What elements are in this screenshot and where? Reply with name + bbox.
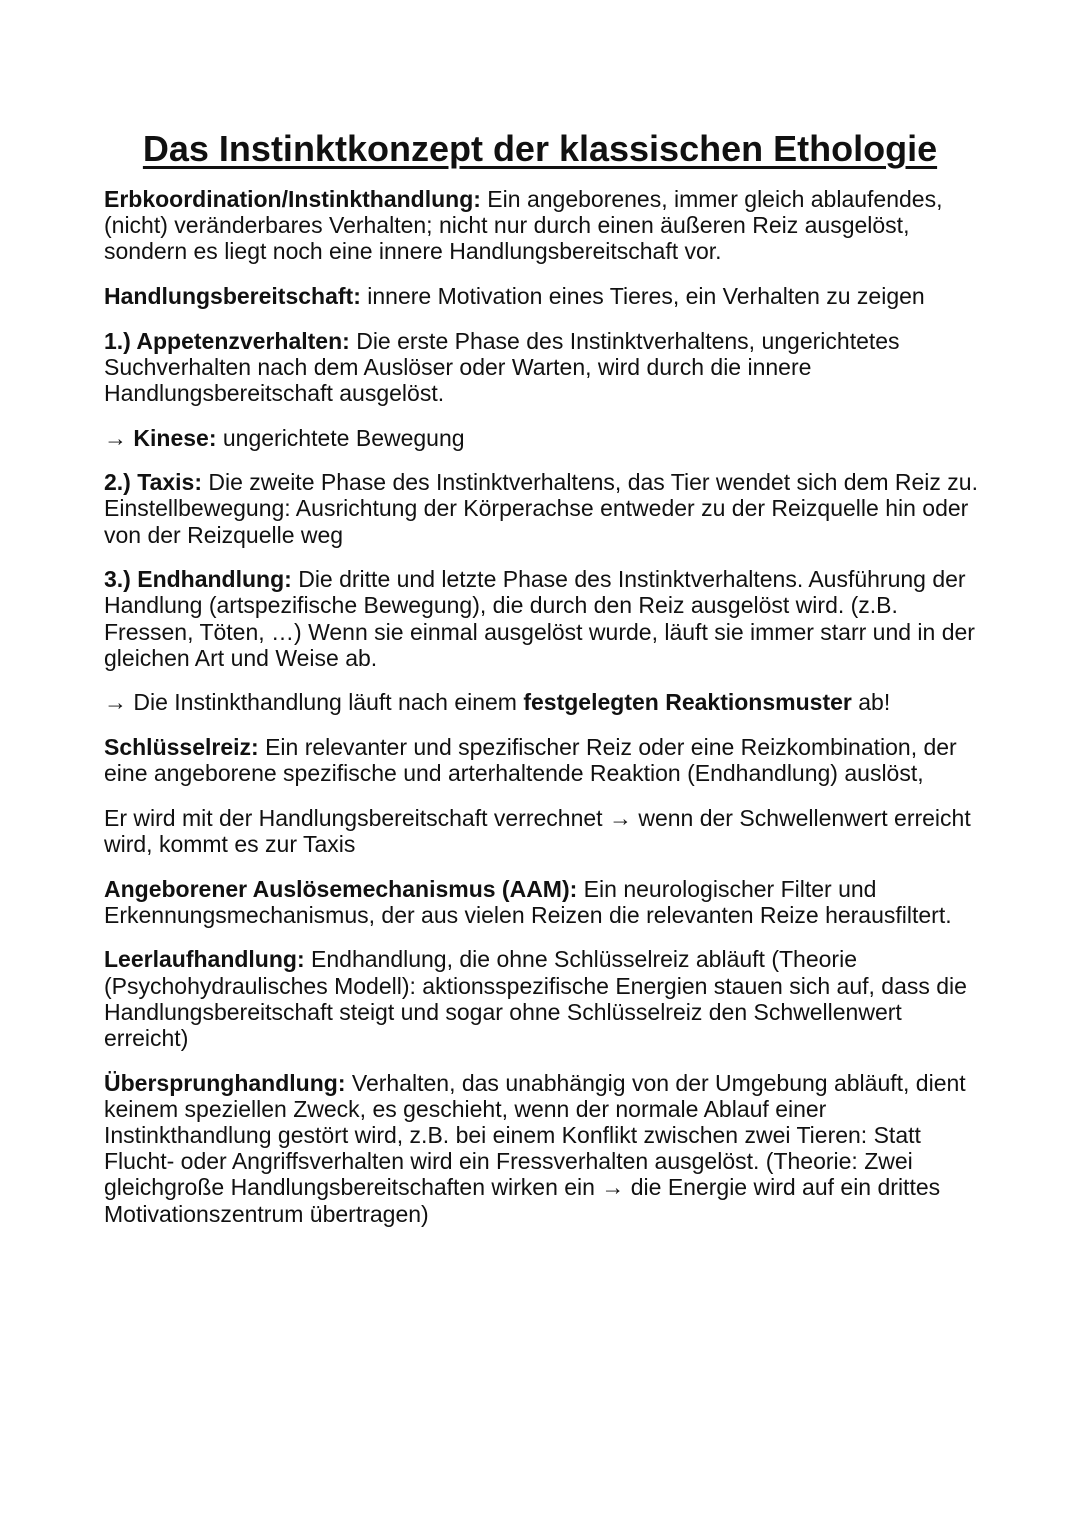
term-uebersprunghandlung: Übersprunghandlung: bbox=[104, 1069, 346, 1096]
definition-endhandlung: Die dritte und letzte Phase des Instinktverhaltens. Ausführung der Handlung (artspezifische Bewegung), die durch den Reiz ausgelöst wird. (z.B. Fressen, Töten, …) Wenn sie einmal ausgelöst wurde, läuft sie immer starr und in der gleichen Art und Weise ab. bbox=[104, 566, 975, 671]
definition-handlungsbereitschaft: innere Motivation eines Tieres, ein Verhalten zu zeigen bbox=[360, 283, 925, 309]
term-appetenzverhalten: 1.) Appetenzverhalten: bbox=[104, 327, 350, 354]
arrow-icon: → bbox=[104, 424, 127, 451]
definition-uebersprunghandlung: Verhalten, das unabhängig von der Umgebung abläuft, dient keinem speziellen Zweck, es geschieht, wenn der normale Ablauf einer Instinkthandlung gestört wird, z.B. bei einem Konflikt zwischen zwei Tieren: Statt Flucht- oder Angriffsverhalten wird ein Fressverhalten ausgelöst. (Theorie: Zwei gleichgroße Handlungsbereitschaften wirken ein bbox=[104, 1069, 966, 1201]
term-aam: Angeborener Auslösemechanismus (AAM): bbox=[104, 875, 578, 902]
paragraph-reaktionsmuster bbox=[104, 689, 984, 715]
paragraph-endhandlung bbox=[104, 566, 984, 671]
paragraph-handlungsbereitschaft bbox=[104, 283, 984, 309]
definition-uebersprunghandlung-end: die Energie wird auf ein drittes Motivationszentrum übertragen) bbox=[104, 1174, 941, 1227]
definition-aam: Ein neurologischer Filter und Erkennungsmechanismus, der aus vielen Reizen die relevanten Reize herausfiltert. bbox=[104, 875, 952, 928]
page-title bbox=[0, 126, 1080, 172]
definition-kinese: ungerichtete Bewegung bbox=[216, 424, 465, 451]
definition-erbkoordination: Ein angeborenes, immer gleich ablaufendes, (nicht) veränderbares Verhalten; nicht nur durch einen äußeren Reiz ausgelöst, sondern es liegt noch eine innere Handlungsbereitschaft vor. bbox=[104, 186, 943, 265]
term-erbkoordination: Erbkoordination/Instinkthandlung: bbox=[104, 186, 481, 212]
schwellenwert-text-before: Er wird mit der Handlungsbereitschaft verrechnet bbox=[104, 804, 609, 831]
reaktionsmuster-text-before: Die Instinkthandlung läuft nach einem bbox=[127, 689, 524, 716]
paragraph-erbkoordination bbox=[104, 186, 984, 265]
paragraph-schwellenwert bbox=[104, 805, 984, 857]
arrow-icon: → bbox=[608, 804, 632, 831]
definition-leerlaufhandlung: Endhandlung, die ohne Schlüsselreiz abläuft (Theorie (Psychohydraulisches Modell): aktionsspezifische Energien stauen sich auf, dass die Handlungsbereitschaft steigt und sogar ohne Schlüsselreiz den Schwellenwert erreicht) bbox=[104, 946, 967, 1051]
term-taxis: 2.) Taxis: bbox=[104, 469, 202, 496]
term-endhandlung: 3.) Endhandlung: bbox=[104, 566, 292, 593]
paragraph-uebersprunghandlung bbox=[104, 1070, 984, 1227]
paragraph-leerlaufhandlung bbox=[104, 946, 984, 1051]
term-handlungsbereitschaft: Handlungsbereitschaft: bbox=[104, 283, 361, 309]
arrow-icon: → bbox=[601, 1174, 625, 1201]
schwellenwert-text-after: wenn der Schwellenwert erreicht wird, kommt es zur Taxis bbox=[104, 804, 971, 857]
paragraph-schluesselreiz bbox=[104, 734, 984, 786]
reaktionsmuster-text-after: ab! bbox=[851, 689, 891, 716]
document-body bbox=[104, 186, 984, 1245]
term-leerlaufhandlung: Leerlaufhandlung: bbox=[104, 946, 305, 973]
definition-taxis: Die zweite Phase des Instinktverhaltens, das Tier wendet sich dem Reiz zu. Einstellbewegung: Ausrichtung der Körperachse entweder zu der Reizquelle hin oder von der Reizquelle weg bbox=[104, 469, 978, 548]
definition-schluesselreiz: Ein relevanter und spezifischer Reiz oder eine Reizkombination, der eine angeborene spezifische und arterhaltende Reaktion (Endhandlung) auslöst, bbox=[104, 733, 957, 787]
term-schluesselreiz: Schlüsselreiz: bbox=[104, 733, 259, 760]
paragraph-kinese bbox=[104, 425, 984, 451]
reaktionsmuster-emphasis: festgelegten Reaktionsmuster bbox=[523, 689, 852, 716]
definition-appetenzverhalten: Die erste Phase des Instinktverhaltens, ungerichtetes Suchverhalten nach dem Auslöser oder Warten, wird durch die innere Handlungsbereitschaft ausgelöst. bbox=[104, 327, 900, 406]
paragraph-appetenzverhalten bbox=[104, 328, 984, 407]
arrow-icon: → bbox=[104, 689, 127, 716]
paragraph-aam bbox=[104, 876, 984, 928]
term-kinese: Kinese: bbox=[133, 424, 217, 451]
paragraph-taxis bbox=[104, 469, 984, 548]
page-title-text: Das Instinktkonzept der klassischen Ethologie bbox=[142, 128, 938, 169]
